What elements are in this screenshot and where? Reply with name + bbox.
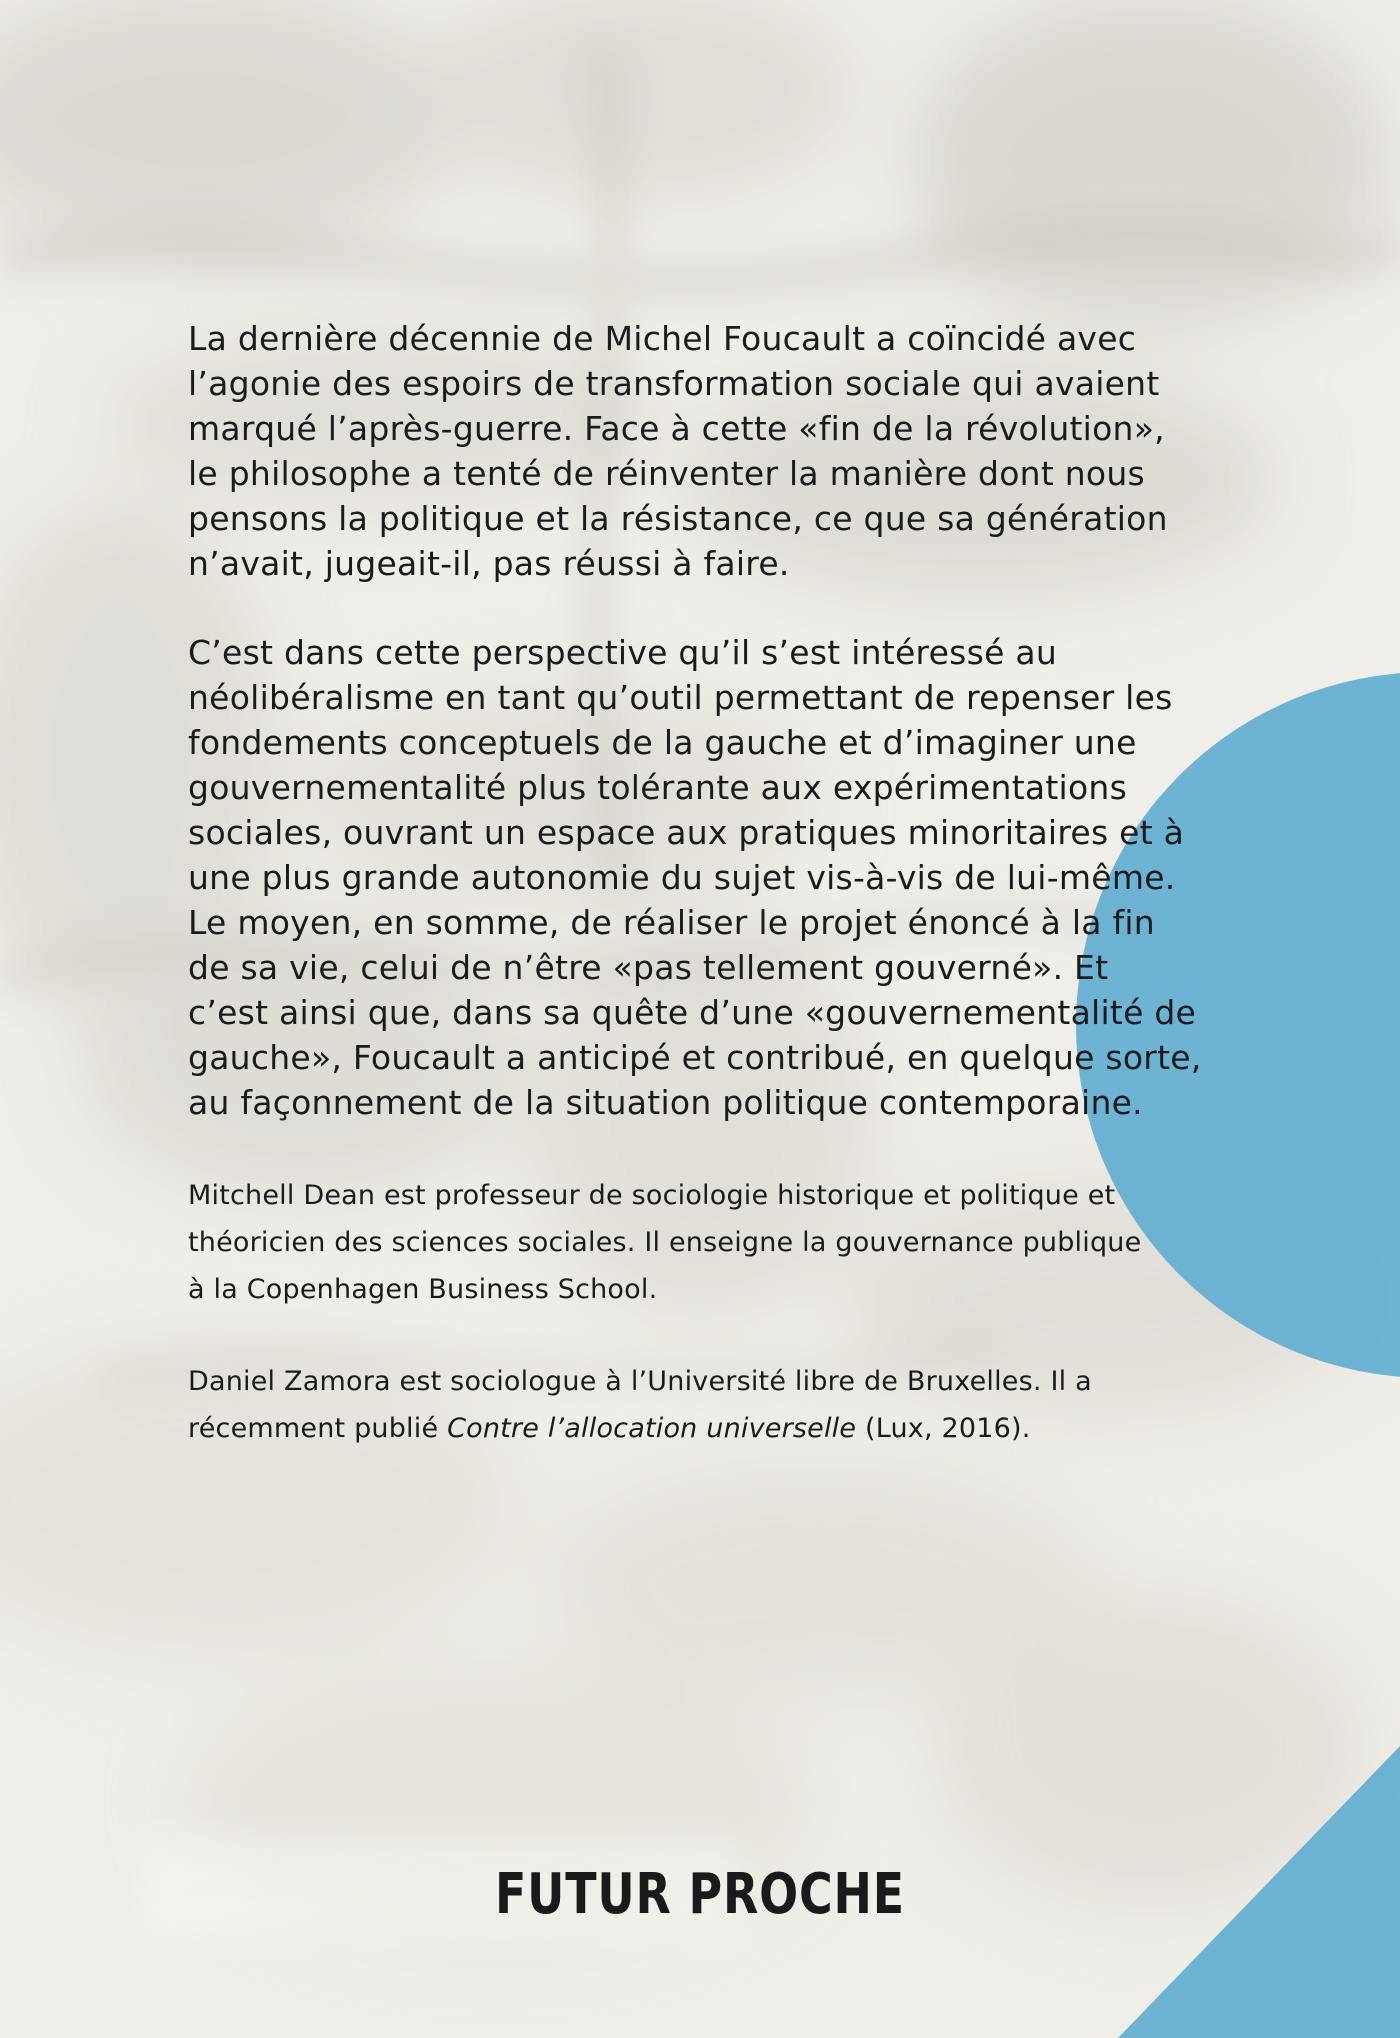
author-bio-zamora [188,1358,1248,1452]
bio-text: récemment publié [188,1413,448,1444]
collection-logo-text: FUTUR PROCHE [494,1862,905,1927]
bio-line [188,1405,1248,1452]
bio-line: Daniel Zamora est sociologue à l’Université libre de Bruxelles. Il a [188,1366,1092,1397]
bio-line: à la Copenhagen Business School. [188,1274,658,1305]
author-bio-dean [188,1172,1248,1313]
blurb-paragraph-1: La dernière décennie de Michel Foucault a coïncidé avec l’agonie des espoirs de transformation sociale qui avaient marqué l’après-guerre. Face à cette «fin de la révolution», le philosophe a tenté de réinventer la manière dont nous pensons la politique et la résistance, ce que sa génération n’avait, jugeait-il, pas réussi à faire. [188,319,1168,583]
bio-line: théoricien des sciences sociales. Il enseigne la gouvernance publique [188,1227,1142,1258]
book-title: Contre l’allocation universelle [447,1413,857,1444]
blurb-paragraph-2: C’est dans cette perspective qu’il s’est intéressé au néolibéralisme en tant qu’outil permettant de repenser les fondements conceptuels de la gauche et d’imaginer une gouvernementalité plus tolérante aux expérimentations sociales, ouvrant un espace aux pratiques minoritaires et à une plus grande autonomie du sujet vis-à-vis de lui-même. Le moyen, en somme, de réaliser le projet énoncé à la fin de sa vie, celui de n’être «pas tellement gouverné». Et c’est ainsi que, dans sa quête d’une «gouvernementalité de gauche», Foucault a anticipé et contribué, en quelque sorte, au façonnement de la situation politique contemporaine. [188,633,1202,1122]
bio-line: Mitchell Dean est professeur de sociologie historique et politique et [188,1180,1116,1211]
bio-text: (Lux, 2016). [856,1413,1031,1444]
